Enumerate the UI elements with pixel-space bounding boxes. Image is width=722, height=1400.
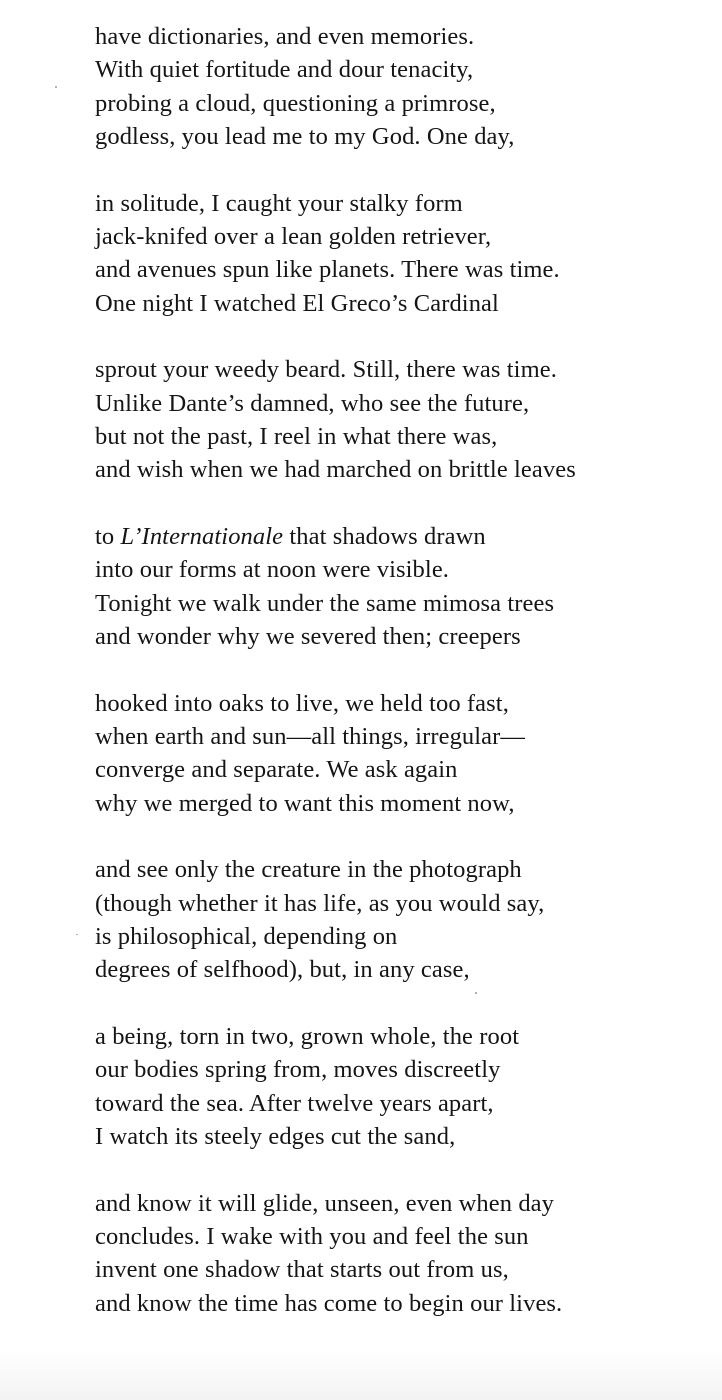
poem-line: I watch its steely edges cut the sand, <box>95 1123 456 1151</box>
poem-line: converge and separate. We ask again <box>95 756 458 784</box>
poem-line: (though whether it has life, as you would say, <box>95 889 545 917</box>
poem-line: probing a cloud, questioning a primrose, <box>95 89 496 117</box>
poem-line: a being, torn in two, grown whole, the root <box>95 1023 520 1051</box>
poem-line: but not the past, I reel in what there was, <box>95 422 498 450</box>
stanza-3 <box>95 353 695 486</box>
poem-line: into our forms at noon were visible. <box>95 556 450 584</box>
poem-line: With quiet fortitude and dour tenacity, <box>95 56 474 84</box>
poem-line: godless, you lead me to my God. One day, <box>95 122 515 150</box>
line-suffix: that shadows drawn <box>283 523 486 551</box>
poem-line: and know the time has come to begin our lives. <box>95 1289 563 1317</box>
poem-line: when earth and sun—all things, irregular— <box>95 723 526 751</box>
scan-speck <box>76 934 78 935</box>
poem-line: Tonight we walk under the same mimosa trees <box>95 589 555 617</box>
poem-line: why we merged to want this moment now, <box>95 789 515 817</box>
poem-line: and know it will glide, unseen, even when day <box>95 1189 555 1217</box>
poem-line: jack-knifed over a lean golden retriever, <box>95 222 492 250</box>
poem-line: in solitude, I caught your stalky form <box>95 189 463 217</box>
stanza-4 <box>95 520 695 653</box>
poem-line: Unlike Dante’s damned, who see the future, <box>95 389 530 417</box>
stanza-6 <box>95 853 695 986</box>
poem-line: One night I watched El Greco’s Cardinal <box>95 289 499 317</box>
poem-line: concludes. I wake with you and feel the sun <box>95 1223 529 1251</box>
poem-line: and see only the creature in the photograph <box>95 856 522 884</box>
poem-line <box>95 520 695 553</box>
line-prefix: to <box>95 523 121 551</box>
poem-line: and wish when we had marched on brittle leaves <box>95 456 576 484</box>
stanza-5 <box>95 687 695 820</box>
poem-line: sprout your weedy beard. Still, there was time. <box>95 356 557 384</box>
poem-line: degrees of selfhood), but, in any case, <box>95 956 470 984</box>
stanza-1 <box>95 20 695 153</box>
poem-line: hooked into oaks to live, we held too fast, <box>95 689 509 717</box>
scan-speck <box>55 86 57 88</box>
poem-line: and wonder why we severed then; creepers <box>95 622 521 650</box>
poem-line: our bodies spring from, moves discreetly <box>95 1056 501 1084</box>
scan-speck <box>475 992 477 994</box>
poem <box>95 20 695 1354</box>
page-bottom-shade <box>0 1350 722 1400</box>
stanza-2 <box>95 187 695 320</box>
italic-title: L’Internationale <box>120 523 284 551</box>
poem-line: toward the sea. After twelve years apart, <box>95 1089 494 1117</box>
stanza-7 <box>95 1020 695 1153</box>
poem-line: is philosophical, depending on <box>95 923 398 951</box>
poem-line: invent one shadow that starts out from us, <box>95 1256 509 1284</box>
poem-line: have dictionaries, and even memories. <box>95 23 475 50</box>
stanza-8 <box>95 1187 695 1320</box>
poem-line: and avenues spun like planets. There was time. <box>95 256 560 284</box>
